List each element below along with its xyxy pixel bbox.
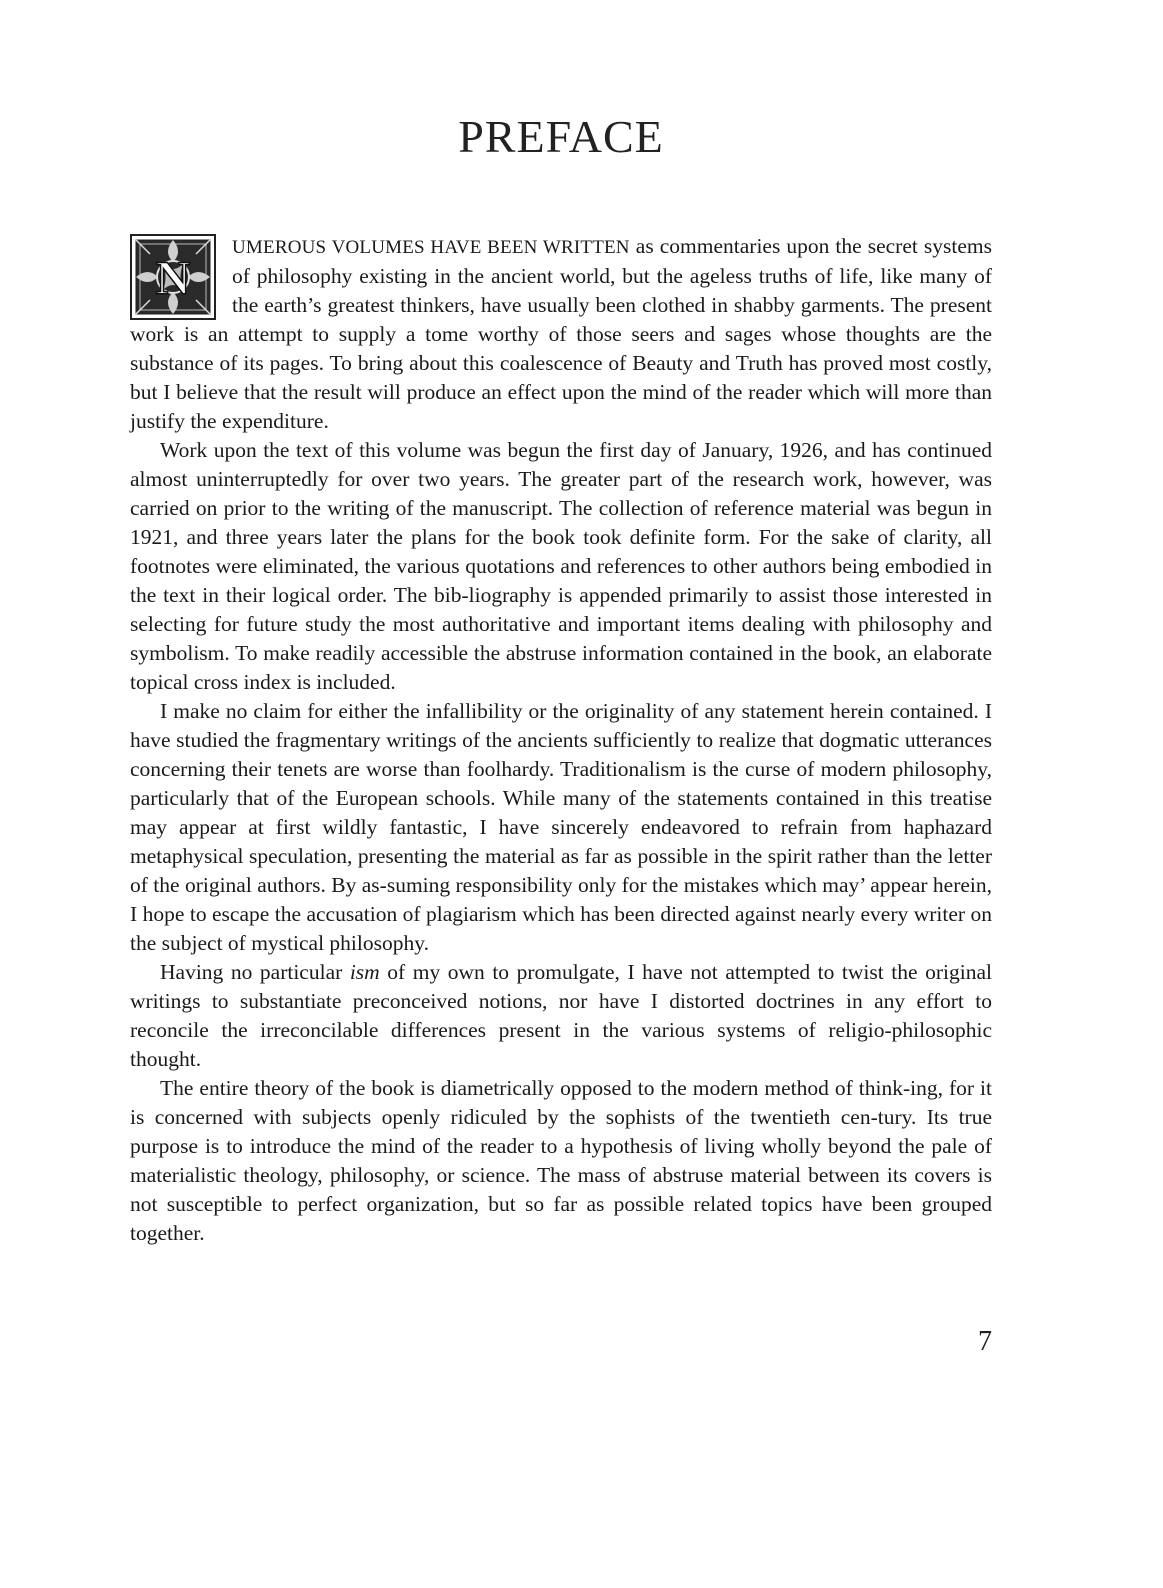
paragraph-1-text: as commentaries upon the secret systems of philosophy existing in the ancient world, but the ageless truths of life, like many of the earth’s greatest thinkers, have usually been clothed in shabby garments. The present work is an attempt to supply a tome worthy of those seers and sages whose thoughts are the substance of its pages. To bring about this coalescence of Beauty and Truth has proved most costly, but I believe that the result will produce an effect upon the mind of the reader which will more than justify the expenditure.: [130, 234, 992, 433]
lead-caps: UMEROUS VOLUMES HAVE BEEN WRITTEN: [232, 237, 630, 258]
paragraph-1: [130, 232, 992, 436]
preface-body: [130, 232, 992, 1248]
drop-cap-letter: N: [155, 252, 191, 305]
paragraph-4-emphasis: ism: [349, 960, 380, 984]
paragraph-4-before: Having no particular: [160, 960, 350, 984]
paragraph-3: I make no claim for either the infallibility or the originality of any statement herein contained. I have studied the fragmentary writings of the ancients sufficiently to realize that dogmatic utterances concerning their tenets are worse than foolhardy. Traditionalism is the curse of modern philosophy, particularly that of the European schools. While many of the statements contained in this treatise may appear at first wildly fantastic, I have sincerely endeavored to refrain from haphazard metaphysical speculation, presenting the material as far as possible in the spirit rather than the letter of the original authors. By as-suming responsibility only for the mistakes which may’ appear herein, I hope to escape the accusation of plagiarism which has been directed against nearly every writer on the subject of mystical philosophy.: [130, 699, 992, 955]
paragraph-4-after: of my own to promulgate, I have not attempted to twist the original writings to substantiate preconceived notions, nor have I distorted doctrines in any effort to reconcile the irreconcilable differences present in the various systems of religio-philosophic thought.: [130, 960, 992, 1071]
paragraph-4: [130, 958, 992, 1074]
drop-cap-ornament: [130, 234, 216, 320]
page-title: PREFACE: [458, 111, 664, 162]
paragraph-2: Work upon the text of this volume was begun the first day of January, 1926, and has continued almost uninterruptedly for over two years. The greater part of the research work, however, was carried on prior to the writing of the manuscript. The collection of reference material was begun in 1921, and three years later the plans for the book took definite form. For the sake of clarity, all footnotes were eliminated, the various quotations and references to other authors being embodied in the text in their logical order. The bib-liography is appended primarily to assist those interested in selecting for future study the most authoritative and important items dealing with philosophy and symbolism. To make readily accessible the abstruse information contained in the book, an elaborate topical cross index is included.: [130, 438, 992, 694]
paragraph-5: The entire theory of the book is diametrically opposed to the modern method of think-ing, for it is concerned with subjects openly ridiculed by the sophists of the twentieth cen-tury. Its true purpose is to introduce the mind of the reader to a hypothesis of living wholly beyond the pale of materialistic theology, philosophy, or science. The mass of abstruse material between its covers is not susceptible to perfect organization, but so far as possible related topics have been grouped together.: [130, 1076, 992, 1245]
page-number: 7: [978, 1326, 992, 1357]
page: [130, 0, 992, 1588]
